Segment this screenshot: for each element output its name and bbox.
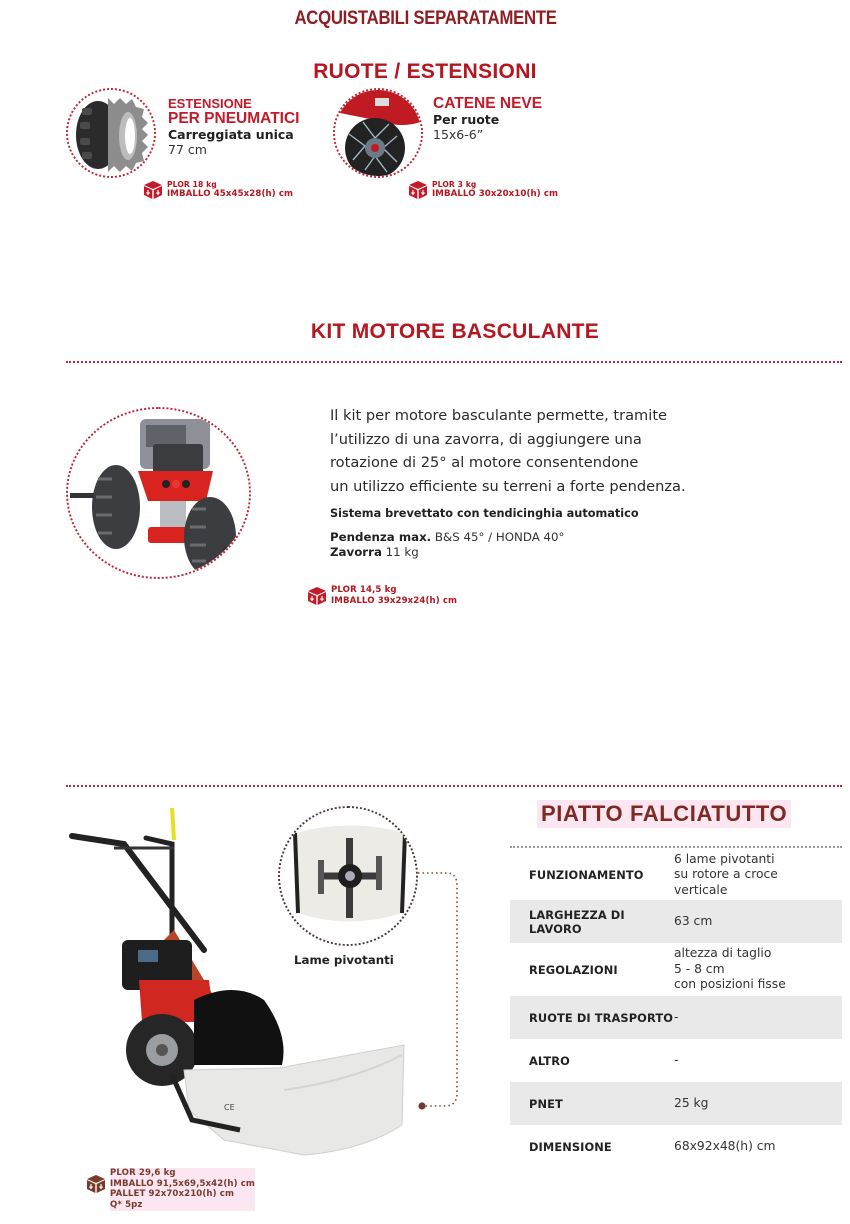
table-divider bbox=[510, 846, 842, 848]
table-row bbox=[510, 1082, 842, 1125]
spec-label: LARGHEZZA DI LAVORO bbox=[510, 900, 674, 943]
pack-info-kit bbox=[307, 585, 457, 606]
blades-caption: Lame pivotanti bbox=[294, 953, 394, 967]
pack-info-tire-extension bbox=[143, 180, 293, 200]
spec-value-line: altezza di taglio bbox=[674, 946, 772, 961]
accessory-value: 15x6-6” bbox=[433, 127, 484, 143]
spec-value-line: verticale bbox=[674, 882, 728, 897]
accessory-subtitle: Per ruote bbox=[433, 112, 500, 128]
falciatutto-spec-table bbox=[510, 850, 842, 1168]
callout-connector bbox=[415, 868, 460, 1113]
table-row bbox=[510, 900, 842, 943]
spec-value: 25 kg bbox=[674, 1082, 842, 1125]
plor-weight: PLOR 3 kg bbox=[432, 180, 477, 189]
package-box-icon bbox=[408, 180, 428, 200]
spec-value bbox=[674, 850, 842, 900]
spec-label: FUNZIONAMENTO bbox=[529, 868, 644, 882]
svg-text:CE: CE bbox=[224, 1103, 235, 1112]
spec-value-line: con posizioni fisse bbox=[674, 977, 786, 992]
kit-spec-ballast bbox=[330, 545, 419, 559]
imballo-dimensions: IMBALLO 39x29x24(h) cm bbox=[331, 595, 458, 606]
section-divider bbox=[66, 361, 842, 363]
plor-weight: PLOR 29,6 kg bbox=[110, 1168, 176, 1178]
package-box-icon bbox=[86, 1174, 106, 1194]
pack-info-falciatutto bbox=[86, 1168, 255, 1211]
spec-value: 63 cm bbox=[674, 900, 842, 943]
section-title-kit: KIT MOTORE BASCULANTE bbox=[310, 320, 600, 343]
spec-value: - bbox=[674, 1052, 679, 1067]
kit-description-line: rotazione di 25° al motore consentendone bbox=[330, 454, 639, 471]
spec-label: PNET bbox=[510, 1082, 674, 1125]
pack-info-snow-chains bbox=[408, 180, 558, 200]
spec-value-line: su rotore a croce bbox=[674, 867, 778, 882]
kit-spec-slope bbox=[330, 530, 564, 544]
section-divider bbox=[66, 785, 842, 787]
table-row bbox=[510, 1125, 842, 1168]
accessory-value: 77 cm bbox=[168, 141, 207, 157]
spec-value: - bbox=[674, 996, 842, 1039]
package-box-icon bbox=[307, 586, 327, 606]
spec-value-line: 5 - 8 cm bbox=[674, 961, 725, 976]
snow-chains-image bbox=[333, 88, 423, 178]
accessory-snow-chains bbox=[433, 96, 542, 143]
spec-value: 11 kg bbox=[385, 545, 419, 559]
spec-value: 68x92x48(h) cm bbox=[674, 1138, 776, 1153]
tilting-engine-kit-image bbox=[66, 407, 251, 579]
spec-label: RUOTE DI TRASPORTO bbox=[510, 996, 674, 1039]
spec-label: ALTRO bbox=[529, 1053, 570, 1068]
imballo-dimensions: IMBALLO 30x20x10(h) cm bbox=[432, 189, 559, 200]
page-heading: ACQUISTABILI SEPARATAMENTE bbox=[294, 8, 557, 29]
accessory-title-line2: PER PNEUMATICI bbox=[168, 109, 300, 127]
package-box-icon bbox=[143, 180, 163, 200]
imballo-dimensions: IMBALLO 45x45x28(h) cm bbox=[167, 189, 294, 200]
plor-weight: PLOR 18 kg bbox=[167, 180, 217, 189]
table-row bbox=[510, 996, 842, 1039]
accessory-subtitle: Carreggiata unica bbox=[168, 126, 294, 142]
table-row bbox=[510, 1039, 842, 1082]
table-row bbox=[510, 943, 842, 996]
plor-weight: PLOR 14,5 kg bbox=[331, 585, 397, 595]
pivoting-blades-image bbox=[278, 806, 418, 946]
kit-description bbox=[330, 404, 750, 498]
imballo-dimensions: IMBALLO 91,5x69,5x42(h) cm bbox=[110, 1178, 255, 1189]
table-row bbox=[510, 850, 842, 900]
pallet-quantity: Q* 5pz bbox=[110, 1200, 143, 1211]
spec-label: Pendenza max. bbox=[330, 530, 432, 544]
spec-label: Zavorra bbox=[330, 545, 382, 559]
kit-patent-note: Sistema brevettato con tendicinghia automatico bbox=[330, 507, 639, 520]
spec-value: B&S 45° / HONDA 40° bbox=[434, 530, 565, 544]
accessory-tire-extension bbox=[168, 97, 299, 158]
spec-label: REGOLAZIONI bbox=[529, 962, 618, 977]
pallet-dimensions: PALLET 92x70x210(h) cm bbox=[110, 1189, 234, 1200]
section-title-ruote: RUOTE / ESTENSIONI bbox=[313, 60, 537, 83]
accessory-title: CATENE NEVE bbox=[433, 95, 543, 112]
kit-description-line: un utilizzo efficiente su terreni a forte pendenza. bbox=[330, 477, 686, 495]
tire-extension-image bbox=[66, 88, 156, 178]
kit-description-line: l’utilizzo di una zavorra, di aggiungere una bbox=[330, 430, 642, 448]
spec-label: DIMENSIONE bbox=[529, 1139, 612, 1154]
spec-value bbox=[674, 943, 842, 996]
accessory-title-line1: ESTENSIONE bbox=[168, 96, 252, 111]
section-title-falciatutto: PIATTO FALCIATUTTO bbox=[537, 800, 791, 828]
kit-description-line: Il kit per motore basculante permette, tramite bbox=[330, 407, 668, 424]
spec-value-line: 6 lame pivotanti bbox=[674, 851, 775, 866]
